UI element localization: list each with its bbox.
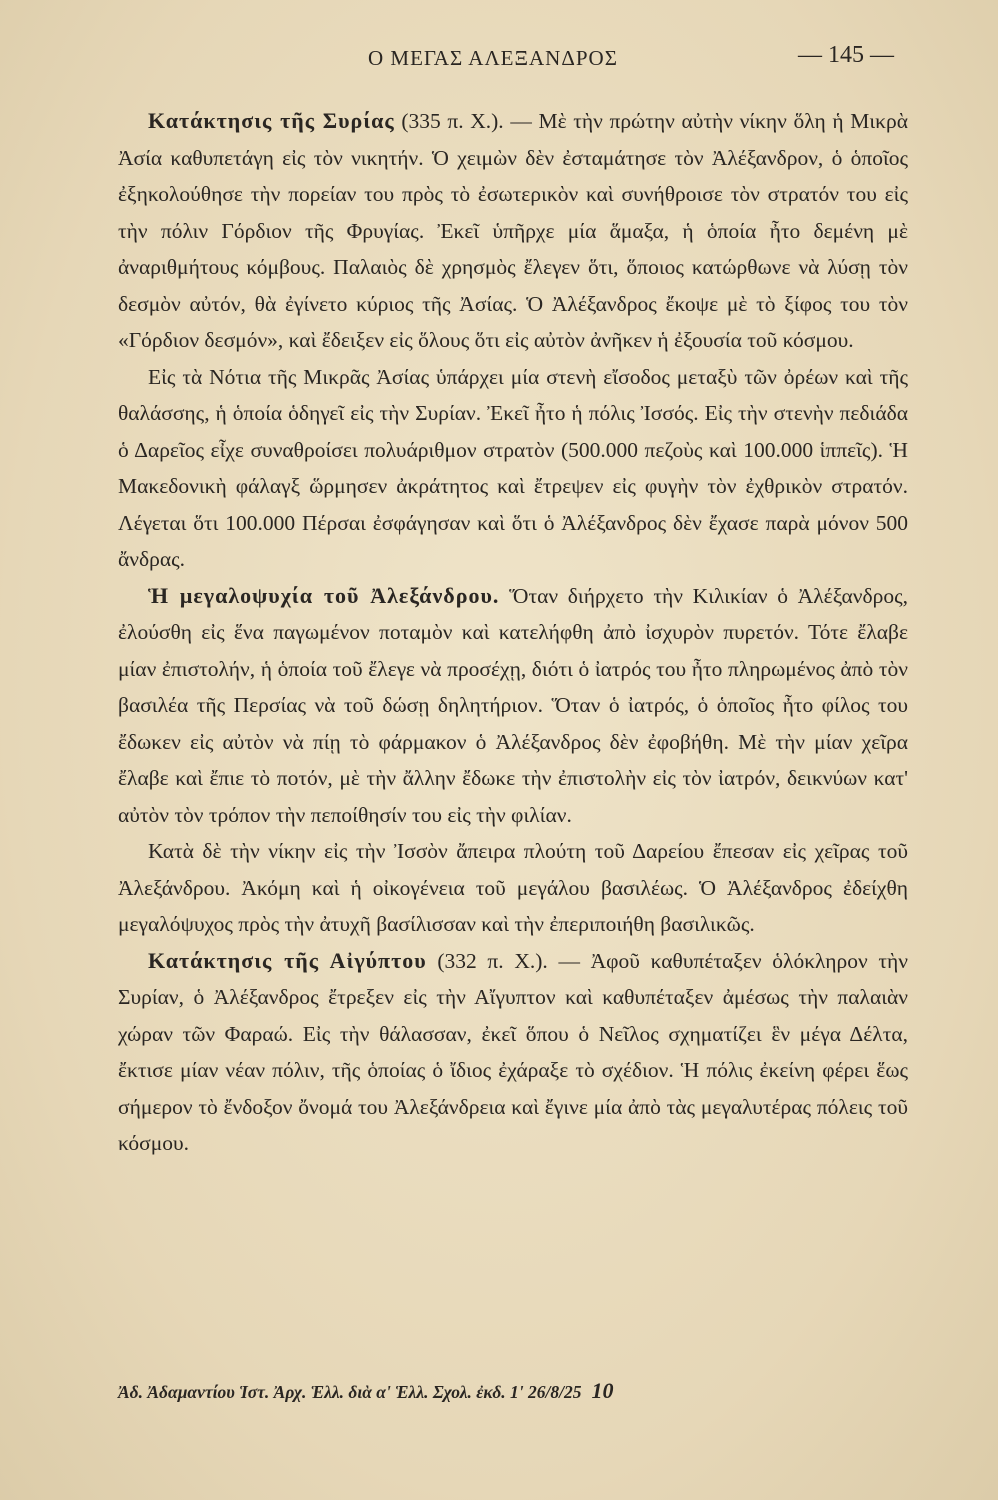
- footer-imprint: Ἀδ. Ἀδαμαντίου Ἱστ. Ἀρχ. Ἑλλ. διὰ α' Ἑλλ. Σχολ. ἐκδ. 1' 26/8/25: [118, 1382, 582, 1402]
- page-body: [118, 103, 908, 1162]
- paragraph-text: Ὅταν διήρχετο τὴν Κιλικίαν ὁ Ἀλέξανδρος, ἐλούσθη εἰς ἕνα παγωμένον ποταμὸν καὶ κατελήφθη ἀπὸ ἰσχυρὸν πυρετόν. Τότε ἔλαβε μίαν ἐπιστολήν, ἡ ὁποία τοῦ ἔλεγε νὰ προσέχῃ, διότι ὁ ἰατρός του ἦτο πληρωμένος ἀπὸ τὸν βασιλέα τῆς Περσίας νὰ τοῦ δώσῃ δηλητήριον. Ὅταν ὁ ἰατρός, ὁ ὁποῖος ἦτο φίλος του ἔδωκεν εἰς αὐτὸν νὰ πίῃ τὸ φάρμακον ὁ Ἀλέξανδρος δὲν ἐφοβήθη. Μὲ τὴν μίαν χεῖρα ἔλαβε καὶ ἔπιε τὸ ποτόν, μὲ τὴν ἄλλην ἔδωκε τὴν ἐπιστολὴν εἰς τὸν ἰατρόν, δεικνύων κατ' αὐτὸν τὸν τρόπον τὴν πεποίθησίν του εἰς τὴν φιλίαν.: [118, 583, 908, 827]
- section-heading-egypt: Κατάκτησις τῆς Αἰγύπτου: [148, 947, 427, 973]
- section-heading-magnanimity: Ἡ μεγαλοψυχία τοῦ Ἀλεξάνδρου.: [148, 582, 500, 608]
- paragraph-issus: [118, 359, 908, 578]
- page-header: [120, 40, 900, 80]
- signature-number: 10: [591, 1378, 614, 1403]
- paragraph-conquest-syria: [118, 103, 908, 359]
- page-number: — 145 —: [798, 42, 894, 68]
- paragraph-text: (335 π. Χ.). — Μὲ τὴν πρώτην αὐτὴν νίκην ὅλη ἡ Μικρὰ Ἀσία καθυπετάγη εἰς τὸν νικητήν. Ὁ χειμὼν δὲν ἐσταμάτησε τὸν Ἀλέξανδρον, ὁ ὁποῖος ἐξηκολούθησε τὴν πορείαν του πρὸς τὸ ἐσωτερικὸν καὶ συνήθροισε τὸν στρατόν του εἰς τὴν πόλιν Γόρδιον τῆς Φρυγίας. Ἐκεῖ ὑπῆρχε μία ἅμαξα, ἡ ὁποία ἦτο δεμένη μὲ ἀναριθμήτους κόμβους. Παλαιὸς δὲ χρησμὸς ἔλεγεν ὅτι, ὅποιος κατώρθωνε νὰ λύσῃ τὸν δεσμὸν αὐτόν, θὰ ἐγίνετο κύριος τῆς Ἀσίας. Ὁ Ἀλέξανδρος ἔκοψε μὲ τὸ ξίφος του τὸν «Γόρδιον δεσμόν», καὶ ἔδειξεν εἰς ὅλους ὅτι εἰς αὐτὸν ἀνῆκεν ἡ ἐξουσία τοῦ κόσμου.: [118, 109, 908, 352]
- paragraph-conquest-egypt: [118, 943, 908, 1162]
- section-heading-syria: Κατάκτησις τῆς Συρίας: [148, 108, 395, 133]
- paragraph-text: (332 π. Χ.). — Ἀφοῦ καθυπέταξεν ὁλόκληρον τὴν Συρίαν, ὁ Ἀλέξανδρος ἔτρεξεν εἰς τὴν Αἴγυπτον καὶ καθυπέταξεν ἀμέσως τὴν παλαιὰν χώραν τῶν Φαραώ. Εἰς τὴν θάλασσαν, ἐκεῖ ὅπου ὁ Νεῖλος σχηματίζει ἓν μέγα Δέλτα, ἔκτισε μίαν νέαν πόλιν, τῆς ὁποίας ὁ ἴδιος ἐχάραξε τὸ σχέδιον. Ἡ πόλις ἐκείνη φέρει ἕως σήμερον τὸ ἔνδοξον ὄνομά του Ἀλεξάνδρεια καὶ ἔγινε μία ἀπὸ τὰς μεγαλυτέρας πόλεις τοῦ κόσμου.: [118, 948, 908, 1155]
- running-title: Ο ΜΕΓΑΣ ΑΛΕΞΑΝΔΡΟΣ: [368, 46, 618, 70]
- paragraph-text: Κατὰ δὲ τὴν νίκην εἰς τὴν Ἰσσὸν ἄπειρα πλούτη τοῦ Δαρείου ἔπεσαν εἰς χεῖρας τοῦ Ἀλεξάνδρου. Ἀκόμη καὶ ἡ οἰκογένεια τοῦ μεγάλου βασιλέως. Ὁ Ἀλέξανδρος ἐδείχθη μεγαλόψυχος πρὸς τὴν ἀτυχῆ βασίλισσαν καὶ τὴν ἐπεριποιήθη βασιλικῶς.: [118, 839, 908, 936]
- paragraph-spoils: [118, 833, 908, 943]
- paragraph-magnanimity: [118, 578, 908, 834]
- paragraph-text: Εἰς τὰ Νότια τῆς Μικρᾶς Ἀσίας ὑπάρχει μία στενὴ εἴσοδος μεταξὺ τῶν ὀρέων καὶ τῆς θαλάσσης, ἡ ὁποία ὁδηγεῖ εἰς τὴν Συρίαν. Ἐκεῖ ἦτο ἡ πόλις Ἰσσός. Εἰς τὴν στενὴν πεδιάδα ὁ Δαρεῖος εἶχε συναθροίσει πολυάριθμον στρατὸν (500.000 πεζοὺς καὶ 100.000 ἱππεῖς). Ἡ Μακεδονικὴ φάλαγξ ὥρμησεν ἀκράτητος καὶ ἔτρεψεν εἰς φυγὴν τὸν ἐχθρικὸν στρατόν. Λέγεται ὅτι 100.000 Πέρσαι ἐσφάγησαν καὶ ὅτι ὁ Ἀλέξανδρος δὲν ἔχασε παρὰ μόνον 500 ἄνδρας.: [118, 364, 908, 571]
- printer-footer: [118, 1378, 908, 1404]
